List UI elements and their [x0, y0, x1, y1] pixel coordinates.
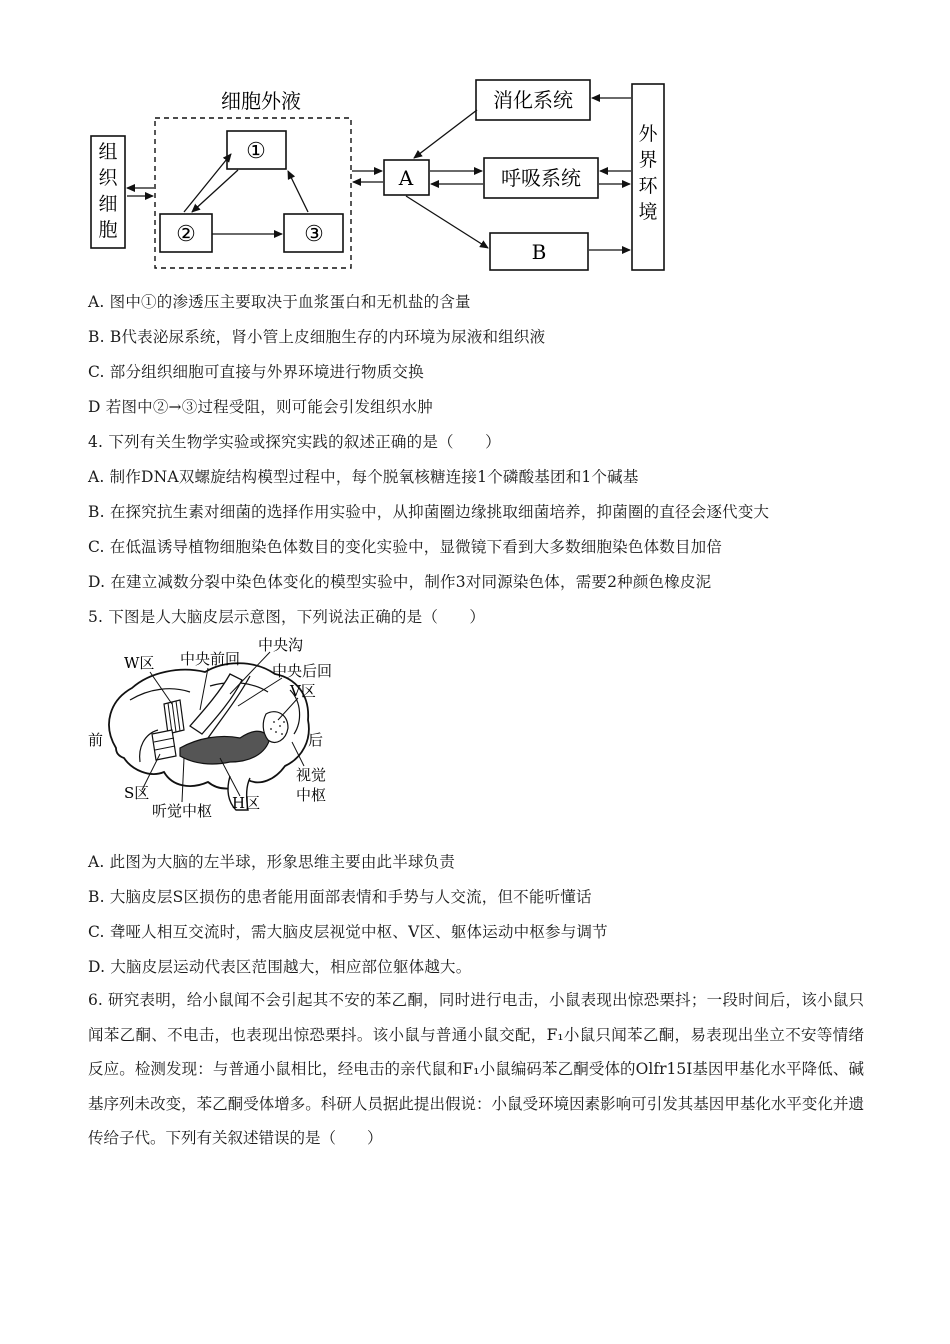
q4-option-b: B. 在探究抗生素对细菌的选择作用实验中，从抑菌圈边缘挑取细菌培养，抑菌圈的直径会逐代变大 [88, 503, 770, 521]
q4-option-c: C. 在低温诱导植物细胞染色体数目的变化实验中，显微镜下看到大多数细胞染色体数目加倍 [88, 538, 723, 556]
label-visual-2: 中枢 [296, 786, 327, 804]
arrow-a-to-b [406, 196, 488, 248]
label-v: V区 [290, 682, 316, 700]
node-3-label: ③ [304, 222, 324, 247]
q5-option-c: C. 聋哑人相互交流时，需大脑皮层视觉中枢、V区、躯体运动中枢参与调节 [88, 923, 608, 941]
label-back: 后 [308, 731, 324, 749]
q5-option-a: A. 此图为大脑的左半球，形象思维主要由此半球负责 [88, 853, 456, 871]
label-front: 前 [88, 731, 104, 749]
node-b-label: B [531, 240, 547, 264]
label-h: H区 [232, 794, 261, 812]
q3-option-d: D 若图中②→③过程受阻，则可能会引发组织水肿 [88, 398, 433, 416]
s-area [152, 730, 176, 760]
label-auditory: 听觉中枢 [152, 802, 213, 820]
brain-cortex-diagram [80, 630, 350, 830]
label-s: S区 [124, 784, 150, 802]
w-area [164, 700, 184, 734]
q3-option-b: B. B代表泌尿系统，肾小管上皮细胞生存的内环境为尿液和组织液 [88, 328, 546, 346]
label-w: W区 [124, 654, 155, 672]
respiratory-label: 呼吸系统 [501, 166, 581, 190]
q5-option-d: D. 大脑皮层运动代表区范围越大，相应部位躯体越大。 [88, 958, 472, 976]
q6-paragraph: 6. 研究表明，给小鼠闻不会引起其不安的苯乙酮，同时进行电击，小鼠表现出惊恐栗抖；一段时间后，该小鼠只闻苯乙酮、不电击，也表现出惊恐栗抖。该小鼠与普通小鼠交配，F₁小鼠只闻苯乙酮，易表现出坐立不安等情绪反应。检测发现：与普通小鼠相比，经电击的亲代鼠和F₁小鼠编码苯乙酮受体的Olfr15I基因甲基化水平降低、碱基序列未改变，苯乙酮受体增多。科研人员据此提出假说：小鼠受环境因素影响可引发其基因甲基化水平变化并遗传给子代。下列有关叙述错误的是（ ） [88, 991, 864, 1147]
label-postcentral: 中央后回 [272, 662, 333, 680]
label-precentral: 中央前回 [180, 650, 241, 668]
q4-stem: 4. 下列有关生物学实验或探究实践的叙述正确的是（ ） [88, 433, 501, 451]
node-a-label: A [398, 166, 414, 190]
label-sulcus: 中央沟 [258, 636, 304, 654]
tissue-cells-label: 组织细胞 [98, 141, 118, 241]
node-1-label: ① [246, 139, 266, 164]
q3-option-a: A. 图中①的渗透压主要取决于血浆蛋白和无机盐的含量 [88, 293, 471, 311]
q4-option-d: D. 在建立减数分裂中染色体变化的模型实验中，制作3对同源染色体，需要2种颜色橡皮泥 [88, 573, 712, 591]
arrow-digestive-to-a [414, 110, 477, 158]
q5-stem: 5. 下图是人大脑皮层示意图，下列说法正确的是（ ） [88, 608, 486, 626]
v-area [263, 712, 288, 743]
q3-option-c: C. 部分组织细胞可直接与外界环境进行物质交换 [88, 363, 424, 381]
node-2-label: ② [176, 222, 196, 247]
label-visual-1: 视觉 [296, 766, 327, 784]
extracellular-title: 细胞外液 [221, 89, 301, 113]
arrow-3-to-1 [288, 171, 308, 212]
environment-label: 外界环境 [638, 123, 658, 223]
q5-option-b: B. 大脑皮层S区损伤的患者能用面部表情和手势与人交流，但不能听懂话 [88, 888, 592, 906]
digestive-label: 消化系统 [493, 88, 573, 112]
q4-option-a: A. 制作DNA双螺旋结构模型过程中，每个脱氧核糖连接1个磷酸基团和1个碱基 [88, 468, 639, 486]
arrow-1-to-2 [192, 170, 238, 212]
internal-environment-diagram [88, 78, 678, 278]
